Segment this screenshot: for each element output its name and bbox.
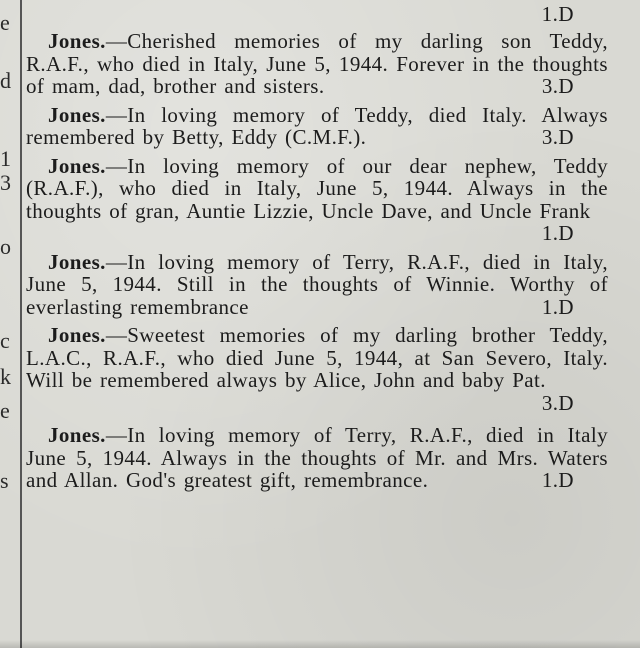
notice-text: —In loving memory of Teddy, died Italy. Always remembered by Betty, Eddy (C.M.F.). (26, 102, 608, 149)
notice-surname: Jones. (48, 29, 106, 53)
paper-edge-shadow (0, 640, 640, 648)
notice-text: —In loving memory of Terry, R.A.F., died in Italy, June 5, 1944. Still in the thoughts of Winnie. Worthy of everlasting remembrance (26, 249, 608, 319)
notice-surname: Jones. (48, 102, 106, 127)
notice-text: —Cherished memories of my darling son Teddy, R.A.F., who died in Italy, June 5, 1944. Forever in the thoughts of mam, dad, brother and sisters. (26, 29, 608, 98)
memorial-notice (26, 30, 608, 98)
memorial-notice (26, 424, 608, 492)
notice-reference: 3.D (541, 74, 574, 98)
margin-fragment: e (0, 398, 10, 423)
notice-reference: 3.D (541, 390, 574, 415)
notice-reference: 3.D (541, 125, 574, 149)
notice-surname: Jones. (48, 323, 106, 347)
margin-fragment: o (0, 234, 11, 259)
notice-reference: 1.D (541, 294, 574, 319)
notice-surname: Jones. (48, 423, 106, 447)
notice-reference: 1.D (541, 468, 574, 492)
notice-text: —In loving memory of Terry, R.A.F., died in Italy June 5, 1944. Always in the thoughts of Mr. and Mrs. Waters and Allan. God's greatest gift, remembrance. (26, 423, 608, 492)
memorial-notice (26, 104, 608, 149)
notice-surname: Jones. (48, 153, 106, 178)
notices-column (26, 0, 608, 492)
memorial-notice (26, 251, 608, 319)
notice-surname: Jones. (48, 249, 106, 274)
notice-text: —In loving memory of our dear nephew, Teddy (R.A.F.), who died in Italy, June 5, 1944. Always in the thoughts of gran, Auntie Lizzie, Uncle Dave, and Uncle Frank (26, 153, 608, 223)
margin-fragment: d (0, 68, 11, 93)
memorial-notice (26, 155, 608, 245)
notice-reference: 1.D (541, 221, 574, 245)
margin-fragment: c (0, 328, 10, 353)
margin-fragment: 1 (0, 146, 11, 171)
margin-fragment: 3 (0, 170, 11, 195)
column-rule (20, 0, 22, 648)
notice-text: —Sweetest memories of my darling brother Teddy, L.A.C., R.A.F., who died June 5, 1944, at San Severo, Italy. Will be remembered always by Alice, John and baby Pat. (26, 323, 608, 392)
margin-fragment: k (0, 364, 11, 389)
margin-fragment: s (0, 468, 9, 493)
top-reference: 1.D (541, 2, 574, 26)
margin-fragment: e (0, 10, 10, 35)
memorial-notice (26, 324, 608, 414)
